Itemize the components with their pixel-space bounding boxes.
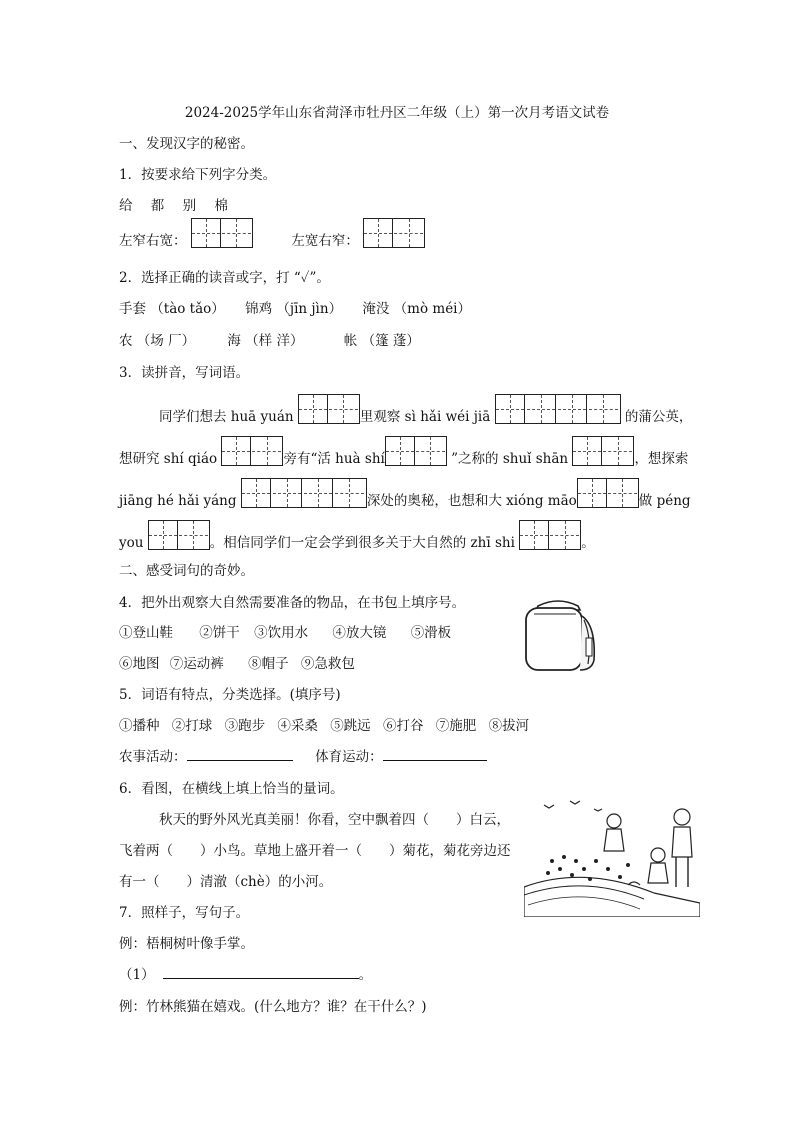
pinyin-text: 里观察 sì hǎi wéi jiā — [359, 409, 491, 425]
choice-item[interactable]: 农 （场 厂） — [119, 333, 196, 349]
word-option: ⑥打谷 — [382, 718, 424, 734]
question-5-answers — [119, 746, 487, 768]
word-option: ④采桑 — [277, 718, 318, 734]
sentence-text: 。 — [581, 535, 595, 551]
pinyin-text: 同学们想去 huā yuán — [159, 409, 294, 425]
word-option: ③跑步 — [224, 718, 266, 734]
label-sport: 体育运动： — [315, 749, 383, 765]
item-option: ①登山鞋 — [119, 625, 173, 641]
answer-blank-farm[interactable] — [187, 746, 293, 761]
choice-item[interactable]: 手套 （tào tǎo） — [119, 301, 225, 317]
item-option: ⑤滑板 — [410, 625, 452, 641]
answer-grid[interactable] — [363, 218, 425, 248]
word-option: ⑧拔河 — [488, 718, 530, 734]
item-option: ④放大镜 — [332, 625, 387, 641]
choice-item[interactable]: 帐 （篷 蓬） — [343, 333, 420, 349]
label-left-wide: 左宽右窄： — [291, 233, 359, 249]
answer-grid[interactable] — [572, 436, 634, 466]
question-6-line1 — [119, 809, 510, 831]
answer-grid[interactable] — [221, 436, 283, 466]
char-1: 给 — [119, 198, 133, 214]
children-field-illustration — [524, 795, 700, 917]
pinyin-text: 旁有“活 huà shí — [283, 451, 385, 467]
question-5-items — [119, 715, 529, 737]
question-7-example1: 例：梧桐树叶像手掌。 — [119, 936, 254, 952]
question-2-row2 — [119, 330, 420, 352]
answer-grid[interactable] — [298, 394, 360, 424]
answer-grid[interactable] — [148, 520, 210, 550]
question-1-chars — [119, 195, 228, 217]
sentence-end: 。 — [358, 967, 373, 983]
question-6-line2: 飞着两（ ）小鸟。草地上盛开着一（ ）菊花，菊花旁边还 — [119, 843, 511, 859]
question-2-stem: 2．选择正确的读音或字，打 “✓”。 — [119, 270, 330, 286]
pinyin-text: ”之称的 shuǐ shān — [451, 451, 569, 467]
sentence-text: 。相信同学们一定会学到很多关于大自然的 zhī shi — [209, 535, 515, 551]
question-2-row1 — [119, 298, 471, 320]
answer-grid[interactable] — [577, 478, 639, 508]
char-3: 别 — [182, 198, 197, 214]
answer-blank[interactable] — [163, 964, 359, 979]
pinyin-text: 做 péng — [638, 493, 691, 509]
question-3-p3 — [119, 490, 691, 512]
question-7-stem: 7．照样子，写句子。 — [119, 905, 250, 921]
choice-item[interactable]: 淹没 （mò méi） — [362, 301, 471, 317]
char-4: 棉 — [214, 198, 228, 214]
answer-grid[interactable] — [519, 520, 581, 550]
item-option: ②饼干 — [199, 625, 240, 641]
section-heading-1: 一、发现汉字的秘密。 — [119, 136, 254, 152]
question-6-line3: 有一（ ）清澈（chè）的小河。 — [119, 874, 333, 890]
item-option: ⑦运动裤 — [169, 656, 224, 672]
question-7-example2: 例：竹林熊猫在嬉戏。(什么地方？谁？在干什么？) — [119, 999, 427, 1015]
question-4-row1 — [119, 622, 451, 644]
question-3-p4 — [119, 532, 595, 554]
backpack-icon — [520, 598, 598, 674]
question-3-stem: 3．读拼音，写词语。 — [119, 365, 250, 381]
item-option: ③饮用水 — [254, 625, 309, 641]
pinyin-text: 深处的奥秘，也想和大 xióng māo — [366, 493, 577, 509]
word-option: ⑤跳远 — [330, 718, 371, 734]
choice-item[interactable]: 海 （样 洋） — [227, 333, 304, 349]
passage-text: 秋天的野外风光真美丽！你看，空中飘着四（ ）白云， — [159, 812, 510, 828]
question-6-stem: 6．看图，在横线上填上恰当的量词。 — [119, 781, 344, 797]
question-3-p2 — [119, 448, 688, 470]
label-farm: 农事活动： — [119, 749, 187, 765]
question-5-stem: 5．词语有特点，分类选择。(填序号) — [119, 687, 341, 703]
answer-blank-sport[interactable] — [383, 746, 487, 761]
section-heading-2: 二、感受词句的奇妙。 — [119, 563, 254, 579]
word-option: ②打球 — [171, 718, 213, 734]
sentence-text: ，想探索 — [634, 451, 689, 467]
answer-grid[interactable] — [385, 436, 447, 466]
question-1-stem: 1．按要求给下列字分类。 — [119, 167, 277, 183]
answer-grid[interactable] — [241, 478, 367, 508]
word-option: ①播种 — [119, 718, 160, 734]
word-option: ⑦施肥 — [435, 718, 477, 734]
answer-grid[interactable] — [495, 394, 621, 424]
page-title: 2024-2025学年山东省菏泽市牡丹区二年级（上）第一次月考语文试卷 — [184, 105, 610, 121]
pinyin-text: you — [119, 535, 144, 551]
pinyin-text: 想研究 shí qiáo — [119, 451, 218, 467]
char-2: 都 — [150, 198, 165, 214]
question-7-item1 — [119, 964, 372, 986]
question-4-row2 — [119, 653, 355, 675]
question-3-p1 — [119, 406, 692, 428]
question-4-stem: 4．把外出观察大自然需要准备的物品，在书包上填序号。 — [119, 595, 466, 611]
item-number: （1） — [119, 967, 155, 983]
pinyin-text: jiāng hé hǎi yáng — [119, 493, 237, 509]
item-option: ⑥地图 — [119, 656, 160, 672]
item-option: ⑧帽子 — [248, 656, 289, 672]
sentence-text: 的蒲公英， — [624, 409, 693, 425]
label-left-narrow: 左窄右宽： — [119, 233, 187, 249]
answer-grid[interactable] — [191, 218, 253, 248]
item-option: ⑨急救包 — [300, 656, 355, 672]
question-1-answers — [119, 230, 425, 252]
choice-item[interactable]: 锦鸡 （jīn jìn） — [245, 301, 343, 317]
